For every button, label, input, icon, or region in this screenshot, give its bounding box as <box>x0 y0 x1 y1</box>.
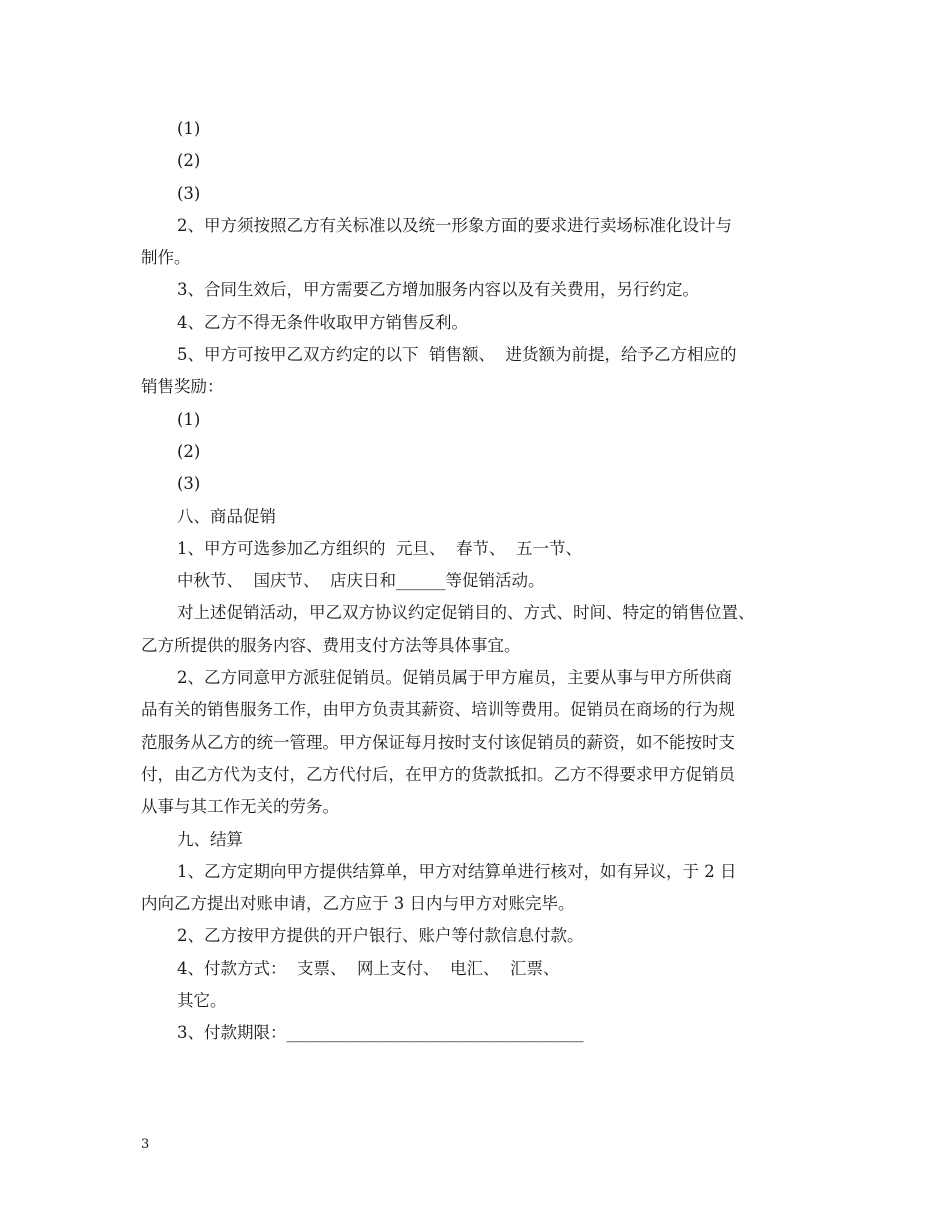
section-heading-promotion: 八、商品促销 <box>177 506 276 526</box>
paragraph-line: 2、乙方按甲方提供的开户银行、账户等付款信息付款。 <box>177 926 584 946</box>
paragraph-line: 1、甲方可选参加乙方组织的 元旦、 春节、 五一节、 <box>177 538 582 558</box>
paragraph-line: 付，由乙方代为支付，乙方代付后，在甲方的货款抵扣。乙方不得要求甲方促销员 <box>141 764 735 784</box>
paragraph-line: 范服务从乙方的统一管理。甲方保证每月按时支付该促销员的薪资，如不能按时支 <box>141 732 735 752</box>
paragraph-line: 从事与其工作无关的劳务。 <box>141 797 339 817</box>
list-item-1: (1) <box>177 119 201 138</box>
document-body <box>141 113 811 1050</box>
paragraph-line: 制作。 <box>141 248 191 268</box>
list-item-2: (2) <box>177 441 201 461</box>
paragraph-line: 4、付款方式： 支票、 网上支付、 电汇、 汇票、 <box>177 958 560 978</box>
list-item-2: (2) <box>177 151 201 171</box>
list-item-3: (3) <box>177 474 201 494</box>
paragraph-line: 品有关的销售服务工作，由甲方负责其薪资、培训等费用。促销员在商场的行为规 <box>141 700 735 720</box>
paragraph-line: 5、甲方可按甲乙双方约定的以下 销售额、 进货额为前提，给予乙方相应的 <box>177 345 737 365</box>
section-heading-settlement: 九、结算 <box>177 829 243 849</box>
paragraph-line: 中秋节、 国庆节、 店庆日和______等促销活动。 <box>177 571 545 591</box>
paragraph-line: 销售奖励： <box>141 377 224 397</box>
paragraph-line: 3、合同生效后，甲方需要乙方增加服务内容以及有关费用，另行约定。 <box>177 280 699 300</box>
page-number: 3 <box>141 1137 150 1152</box>
paragraph-line: 乙方所提供的服务内容、费用支付方法等具体事宜。 <box>141 635 521 655</box>
paragraph-line: 2、甲方须按照乙方有关标准以及统一形象方面的要求进行卖场标准化设计与 <box>177 215 732 235</box>
paragraph-line: 其它。 <box>177 991 227 1011</box>
paragraph-line: 2、乙方同意甲方派驻促销员。促销员属于甲方雇员，主要从事与甲方所供商 <box>177 668 732 688</box>
paragraph-line: 1、乙方定期向甲方提供结算单，甲方对结算单进行核对，如有异议，于 2 日 <box>177 861 737 881</box>
paragraph-line: 内向乙方提出对账申请，乙方应于 3 日内与甲方对账完毕。 <box>141 894 575 914</box>
paragraph-line: 对上述促销活动，甲乙双方协议约定促销目的、方式、时间、特定的销售位置、 <box>177 603 755 623</box>
paragraph-line: 4、乙方不得无条件收取甲方销售反利。 <box>177 312 468 332</box>
list-item-3: (3) <box>177 183 201 203</box>
payment-term-line: 3、付款期限：____________________________________ <box>177 1023 584 1043</box>
list-item-1: (1) <box>177 409 201 429</box>
